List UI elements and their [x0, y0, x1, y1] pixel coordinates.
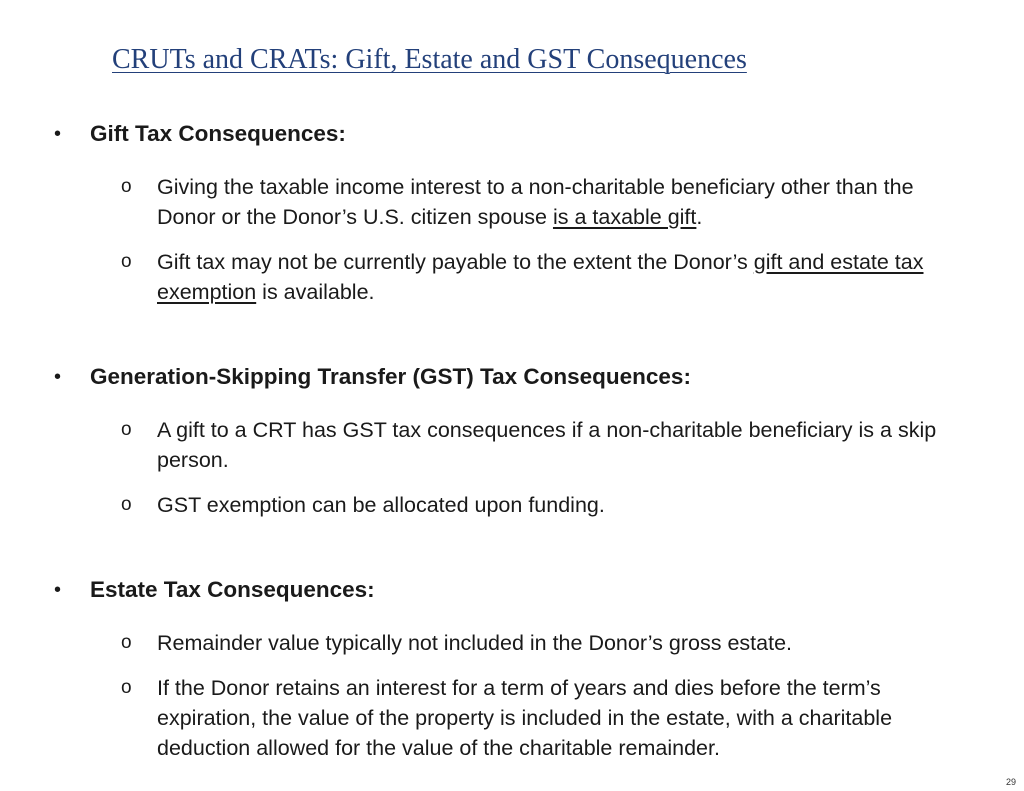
item-text-after: .: [696, 205, 703, 229]
sub-bullet-marker: o: [121, 632, 132, 653]
sub-bullet-marker: o: [121, 419, 132, 440]
underlined-phrase: gift and estate tax exemption: [157, 250, 924, 304]
bullet-marker: •: [54, 579, 62, 601]
sub-bullet-marker: o: [121, 176, 132, 197]
item-text-before: Giving the taxable income interest to a non-charitable beneficiary other than the Donor or the Donor’s U.S. citizen spouse: [157, 175, 914, 229]
sub-bullet-marker: o: [121, 494, 132, 515]
bullet-marker: •: [54, 123, 62, 145]
item-text-after: is available.: [256, 280, 375, 304]
item-text: A gift to a CRT has GST tax consequences if a non-charitable beneficiary is a skip person.: [157, 418, 937, 472]
bullet-marker: •: [54, 366, 62, 388]
sub-bullet-marker: o: [121, 251, 132, 272]
item-text: Remainder value typically not included in the Donor’s gross estate.: [157, 631, 792, 655]
heading-text: Generation-Skipping Transfer (GST) Tax Consequences:: [90, 364, 691, 389]
item-text: If the Donor retains an interest for a term of years and dies before the term’s expiration, the value of the property is included in the estate, with a charitable deduction allowed for the value of the charitable remainder.: [157, 676, 893, 760]
page-number: 29: [1005, 777, 1016, 787]
underlined-phrase: is a taxable gift: [552, 205, 697, 229]
heading-text: Estate Tax Consequences:: [90, 577, 375, 602]
item-text: [157, 247, 967, 307]
sub-bullet-marker: o: [121, 677, 132, 698]
heading-text: Gift Tax Consequences:: [90, 121, 346, 146]
item-text-before: Gift tax may not be currently payable to the extent the Donor’s: [157, 250, 754, 274]
slide-title: CRUTs and CRATs: Gift, Estate and GST Consequences: [112, 44, 747, 75]
item-text: [157, 172, 967, 232]
item-text: GST exemption can be allocated upon funding.: [157, 493, 605, 517]
